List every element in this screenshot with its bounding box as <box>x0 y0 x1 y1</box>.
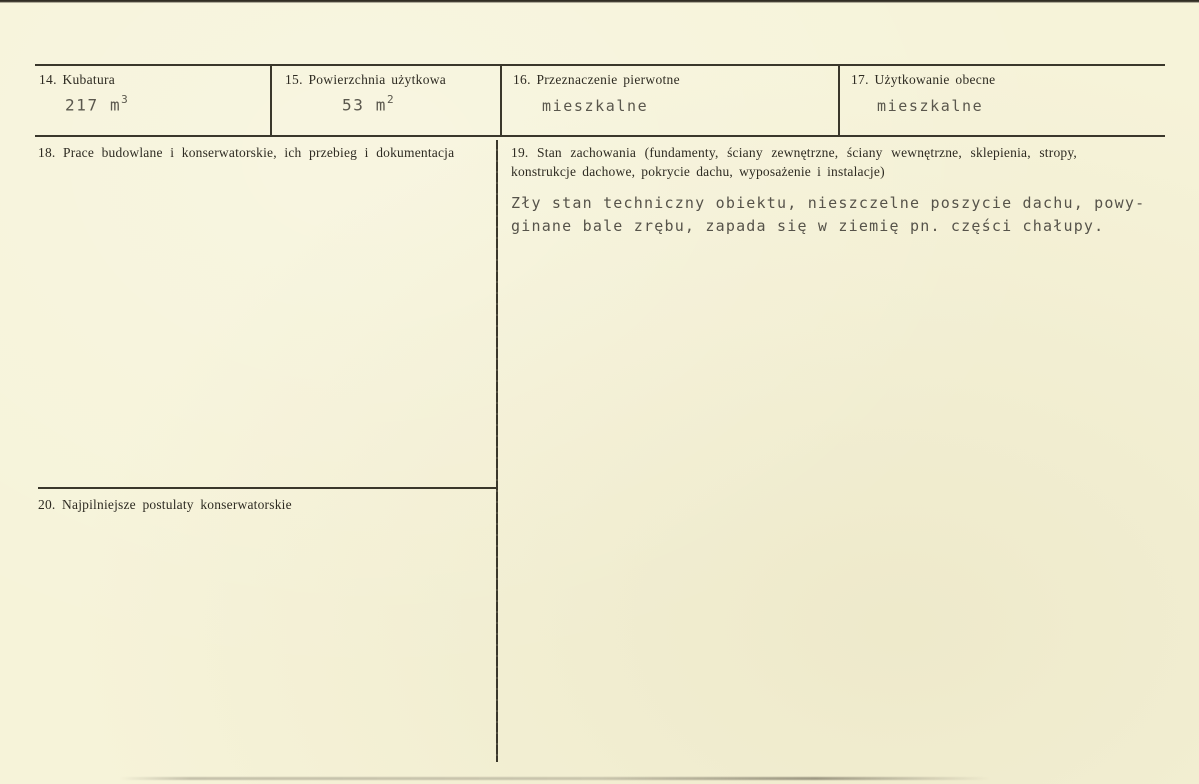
scan-top-edge-artifact <box>0 0 1199 3</box>
vertical-column-divider <box>496 140 498 762</box>
field-15-value: 53 $m^2$ <box>342 93 394 115</box>
field-19-value-line2: ginane bale zrębu, zapada się w ziemię pn. części chałupy. <box>511 216 1105 235</box>
field-17-uzytkowanie <box>838 66 1165 135</box>
field-19-value <box>511 192 1181 237</box>
form-top-row <box>35 64 1165 137</box>
unit-exponent: 2 <box>386 93 394 106</box>
scan-bottom-edge-artifact <box>120 777 990 780</box>
field-14-kubatura <box>35 66 270 135</box>
field-19-label: 19. Stan zachowania (fundamenty, ściany zewnętrzne, ściany wewnętrzne, sklepienia, stropy, konstrukcje dachowe, pokrycie dachu, wyposażenie i instalacje) <box>511 145 1077 179</box>
unit-exponent: 3 <box>121 93 128 106</box>
field-15-powierzchnia <box>270 66 500 135</box>
field-18-label: 18. Prace budowlane i konserwatorskie, ich przebieg i dokumentacja <box>38 145 455 160</box>
field-16-value: mieszkalne <box>542 97 649 115</box>
field-14-label: 14. Kubatura <box>39 72 116 87</box>
field-19-value-line1: Zły stan techniczny obiektu, nieszczelne poszycie dachu, powy- <box>511 194 1146 212</box>
field-16-przeznaczenie <box>500 66 838 135</box>
field-15-label: 15. Powierzchnia użytkowa <box>285 72 447 87</box>
field-16-label: 16. Przeznaczenie pierwotne <box>513 72 680 87</box>
field-20-label: 20. Najpilniejsze postulaty konserwatorskie <box>38 497 292 512</box>
field-14-value: 217 $m^3$ <box>65 93 128 115</box>
field-17-label: 17. Użytkowanie obecne <box>851 72 996 87</box>
field-17-value: mieszkalne <box>877 97 984 115</box>
divider-between-18-and-20 <box>38 487 497 489</box>
